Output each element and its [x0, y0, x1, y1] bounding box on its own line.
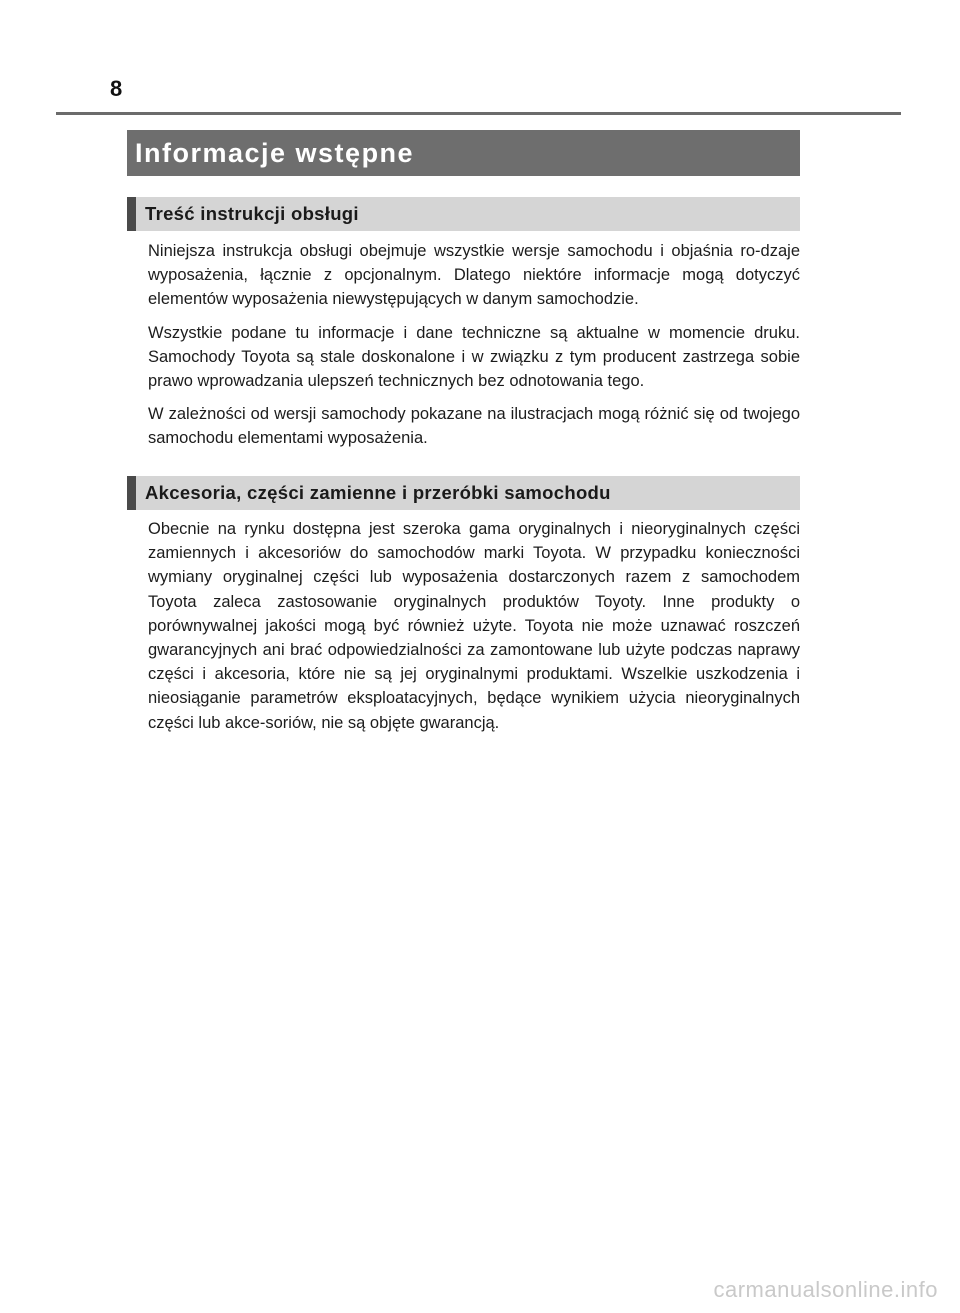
section-heading-manual-contents	[127, 197, 800, 231]
paragraph: Niniejsza instrukcja obsługi obejmuje wszystkie wersje samochodu i objaśnia ro-dzaje wyposażenia, łącznie z opcjonalnym. Dlatego niektóre informacje mogą dotyczyć elementów wyposażenia niewystępujących w danym samochodzie.	[148, 242, 800, 309]
top-rule	[56, 112, 901, 115]
chapter-title-text: Informacje wstępne	[135, 137, 415, 168]
section-heading-accessories	[127, 476, 800, 510]
section-heading-text: Akcesoria, części zamienne i przeróbki samochodu	[145, 482, 611, 503]
watermark: carmanualsonline.info	[713, 1277, 938, 1302]
paragraph: Wszystkie podane tu informacje i dane techniczne są aktualne w momencie druku. Samochody Toyota są stale doskonalone i w związku z tym producent zastrzega sobie prawo wprowadzania ulepszeń technicznych bez odnotowania tego.	[148, 323, 800, 391]
chapter-title	[127, 130, 800, 176]
section-heading-text: Treść instrukcji obsługi	[145, 203, 359, 224]
paragraph: W zależności od wersji samochody pokazane na ilustracjach mogą różnić się od twojego samochodu elementami wyposażenia.	[148, 405, 800, 448]
paragraph: Obecnie na rynku dostępna jest szeroka gama oryginalnych i nieoryginalnych części zamiennych i akcesoriów do samochodów marki Toyota. W przypadku konieczności wymiany oryginalnej części lub wyposażenia dostarczonych razem z samochodem Toyota zaleca zastosowanie oryginalnych produktów Toyoty. Inne produkty o porównywalnej jakości mogą być również użyte. Toyota nie może uznawać roszczeń gwarancyjnych ani brać odpowiedzialności za zamontowane lub użyte podczas naprawy części i akcesoria, które nie są jej oryginalnymi produktami. Wszelkie uszkodzenia i nieosiąganie parametrów eksploatacyjnych, będące wynikiem użycia nieoryginalnych części lub akce-soriów, nie są objęte gwarancją.	[148, 520, 800, 732]
page-number: 8	[110, 76, 123, 101]
section-body-manual-contents	[148, 239, 800, 460]
section-body-accessories	[148, 517, 800, 744]
